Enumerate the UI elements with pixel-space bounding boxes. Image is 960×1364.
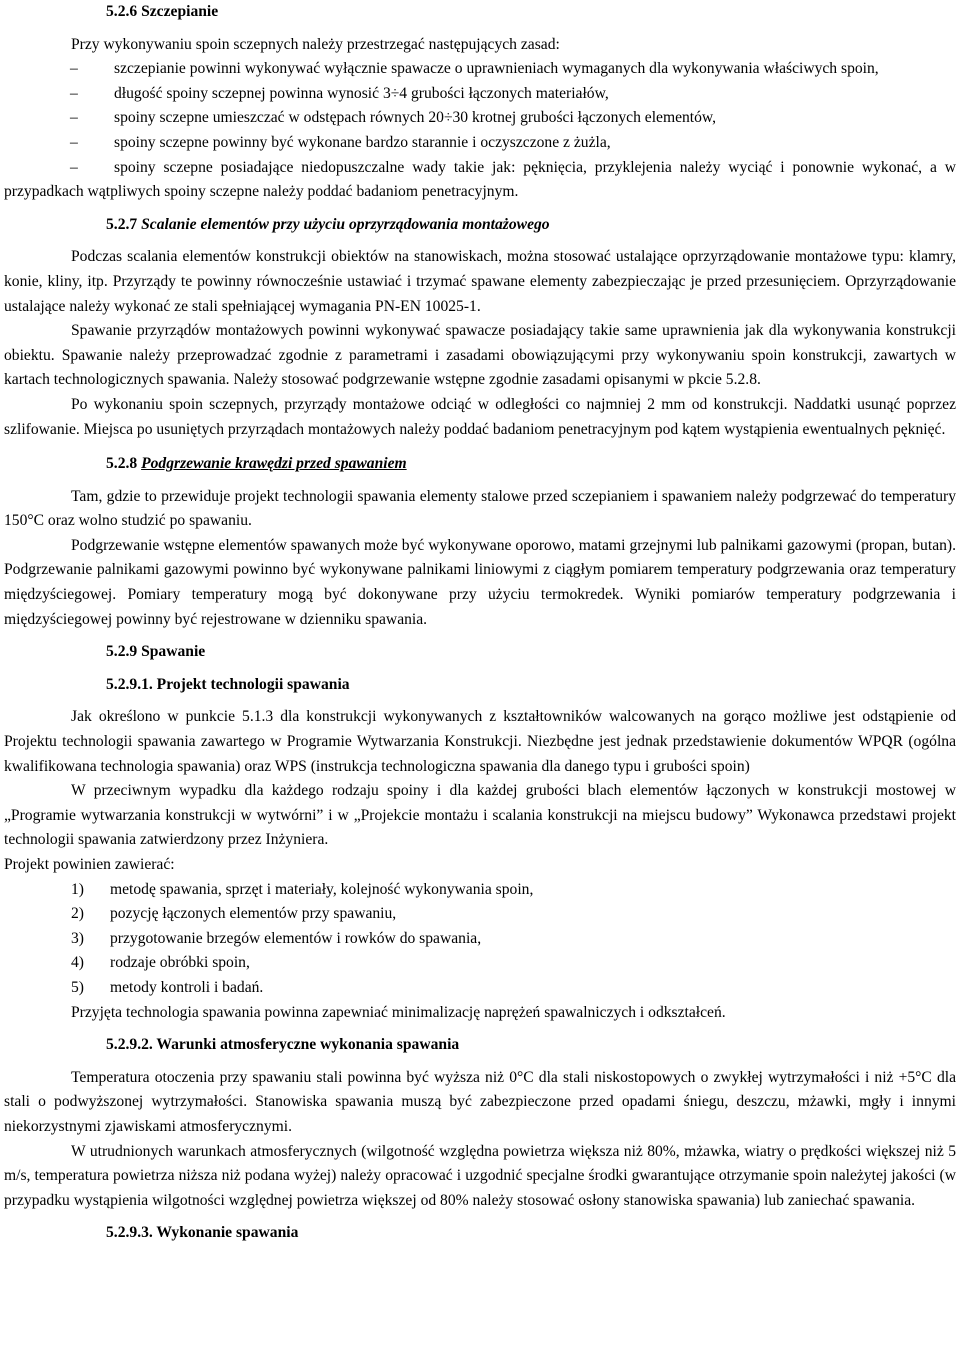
dash-list-item xyxy=(4,156,956,205)
paragraph: Tam, gdzie to przewiduje projekt technologii spawania elementy stalowe przed sczepianiem i spawaniem należy podgrzewać do temperatury 150°C oraz wolno studzić po spawaniu. xyxy=(4,487,956,530)
paragraph: W przeciwnym wypadku dla każdego rodzaju spoiny i dla każdej grubości blach elementów łączonych w konstrukcji mostowej w „Programie wytwarzania konstrukcji w wytwórni” i w „Projekcie montażu i scalania konstrukcji na miejscu budowy” Wykonawca przedstawi projekt technologii spawania zatwierdzony przez Inżyniera. xyxy=(4,782,956,849)
dash-bullet: – xyxy=(70,84,78,102)
paragraph: Temperatura otoczenia przy spawaniu stali powinna być wyższa niż 0°C dla stali niskostopowych o zwykłej wytrzymałości i niż +5°C dla stali o podwyższonej wytrzymałości. Stanowiska spawania muszą być zabezpieczone przed opadami śniegu, deszczu, mżawki, mgły i innymi niekorzystnymi zjawiskami atmosferycznymi. xyxy=(4,1068,956,1135)
list-number: 2) xyxy=(71,905,84,923)
dash-list-item-text: długość spoiny sczepnej powinna wynosić 3÷4 grubości łączonych materiałów, xyxy=(114,84,609,102)
document-page xyxy=(4,0,956,1246)
section-number: 5.2.8 xyxy=(106,455,138,473)
numbered-list-item xyxy=(4,951,956,976)
dash-list-item-text: spoiny sczepne posiadające niedopuszczalne wady takie jak: pęknięcia, przyklejenia należy wyciąć i ponownie wykonać, a w przypadkach wątpliwych spoiny sczepne należy poddać badaniom penetracyjnym. xyxy=(4,158,956,201)
section-heading-5-2-7 xyxy=(106,213,956,238)
list-item-text: metody kontroli i badań. xyxy=(110,978,264,996)
section-number: 5.2.7 xyxy=(106,215,138,233)
numbered-list-item xyxy=(4,878,956,903)
section-title: Scalanie elementów przy użyciu oprzyrządowania montażowego xyxy=(141,215,550,233)
list-number: 5) xyxy=(71,978,84,996)
dash-list-item-text: szczepianie powinni wykonywać wyłącznie spawacze o uprawnieniach wymaganych dla wykonywania właściwych spoin, xyxy=(114,60,879,78)
paragraph: Jak określono w punkcie 5.1.3 dla konstrukcji wykonywanych z kształtowników walcowanych na gorąco możliwe jest odstąpienie od Projektu technologii spawania zawartego w Programie Wytwarzania Konstrukcji. Niezbędne jest jednak przedstawienie dokumentów WPQR (ogólna kwalifikowana technologia spawania) oraz WPS (instrukcja technologiczna spawania dla danego typu i grubości spoin) xyxy=(4,708,956,775)
list-number: 4) xyxy=(71,954,84,972)
list-intro: Projekt powinien zawierać: xyxy=(4,856,175,873)
dash-bullet: – xyxy=(70,109,78,127)
paragraph: Podczas scalania elementów konstrukcji obiektów na stanowiskach, można stosować ustalające oprzyrządowanie montażowe typu: klamry, konie, kliny, itp. Przyrządy te powinny równocześnie ustawiać i trzymać spawane elementy zabezpieczając je przed przesunięciem. Oprzyrządowanie ustalające należy wykonać ze stali spełniającej wymagania PN-EN 10025-1. xyxy=(4,248,956,315)
dash-list-item xyxy=(4,57,956,82)
list-number: 3) xyxy=(71,929,84,947)
section-heading-5-2-9: 5.2.9 Spawanie xyxy=(106,643,206,661)
paragraph: Spawanie przyrządów montażowych powinni wykonywać spawacze posiadający takie same uprawnienia jak dla wykonywania konstrukcji obiektu. Spawanie należy przeprowadzać zgodnie z parametrami i zasadami obowiązującymi przy wykonywaniu spoin konstrukcji, zawartych w kartach technologicznych spawania. Należy stosować podgrzewanie wstępne zgodnie zasadami opisanymi w pkcie 5.2.8. xyxy=(4,322,956,389)
section-title: Podgrzewanie krawędzi przed spawaniem xyxy=(141,455,407,473)
section-heading-5-2-8 xyxy=(106,452,956,477)
section-heading-5-2-9-2: 5.2.9.2. Warunki atmosferyczne wykonania spawania xyxy=(106,1036,460,1054)
section-heading-5-2-9-3: 5.2.9.3. Wykonanie spawania xyxy=(106,1224,299,1242)
dash-list-item-text: spoiny sczepne umieszczać w odstępach równych 20÷30 krotnej grubości łączonych elementów, xyxy=(114,109,717,127)
paragraph: W utrudnionych warunkach atmosferycznych (wilgotność względna powietrza większa niż 80%, mżawka, wiatry o prędkości większej niż 5 m/s, temperatura powietrza niższa niż podana wyżej) należy opracować i uzgodnić specjalne środki gwarantujące otrzymanie spoin należytej jakości (w przypadku wystąpienia wilgotności względnej powietrza większej od 80% należy stosować osłony stanowiska spawania) lub zaniechać spawania. xyxy=(4,1142,956,1209)
list-item-text: pozycję łączonych elementów przy spawaniu, xyxy=(110,905,397,923)
paragraph: Przyjęta technologia spawania powinna zapewniać minimalizację naprężeń spawalniczych i odkształceń. xyxy=(71,1003,726,1021)
list-item-text: rodzaje obróbki spoin, xyxy=(110,954,250,972)
dash-list-item xyxy=(4,131,956,156)
paragraph: Po wykonaniu spoin sczepnych, przyrządy montażowe odciąć w odległości co najmniej 2 mm od konstrukcji. Naddatki usunąć poprzez szlifowanie. Miejsca po usuniętych przyrządach montażowych należy poddać badaniom penetracyjnym pod kątem wystąpienia ewentualnych pęknięć. xyxy=(4,395,956,438)
numbered-list-item xyxy=(4,927,956,952)
dash-list-item-text: spoiny sczepne powinny być wykonane bardzo starannie i oczyszczone z żużla, xyxy=(114,133,611,151)
dash-list-item xyxy=(4,106,956,131)
numbered-list-item xyxy=(4,902,956,927)
dash-list-item xyxy=(4,82,956,107)
list-item-text: metodę spawania, sprzęt i materiały, kolejność wykonywania spoin, xyxy=(110,880,534,898)
paragraph: Podgrzewanie wstępne elementów spawanych może być wykonywane oporowo, matami grzejnymi lub palnikami gazowymi (propan, butan). Podgrzewanie palnikami gazowymi powinno być wykonywane palnikami liniowymi z ciągłym pomiarem temperatury podgrzewania oraz temperatury międzyściegowej. Pomiary temperatury mogą być dokonywane przy użyciu termokredek. Wyniki pomiarów temperatury podgrzewania i międzyściegowej powinny być rejestrowane w dzienniku spawania. xyxy=(4,536,956,628)
list-number: 1) xyxy=(71,880,84,898)
section-heading-5-2-6: 5.2.6 Szczepianie xyxy=(106,3,219,20)
dash-bullet: – xyxy=(70,158,78,176)
list-item-text: przygotowanie brzegów elementów i rowków do spawania, xyxy=(110,929,482,947)
dash-bullet: – xyxy=(70,133,78,151)
dash-bullet: – xyxy=(70,60,78,78)
paragraph: Przy wykonywaniu spoin sczepnych należy przestrzegać następujących zasad: xyxy=(71,35,560,53)
numbered-list-item xyxy=(4,976,956,1001)
section-heading-5-2-9-1: 5.2.9.1. Projekt technologii spawania xyxy=(106,675,350,693)
